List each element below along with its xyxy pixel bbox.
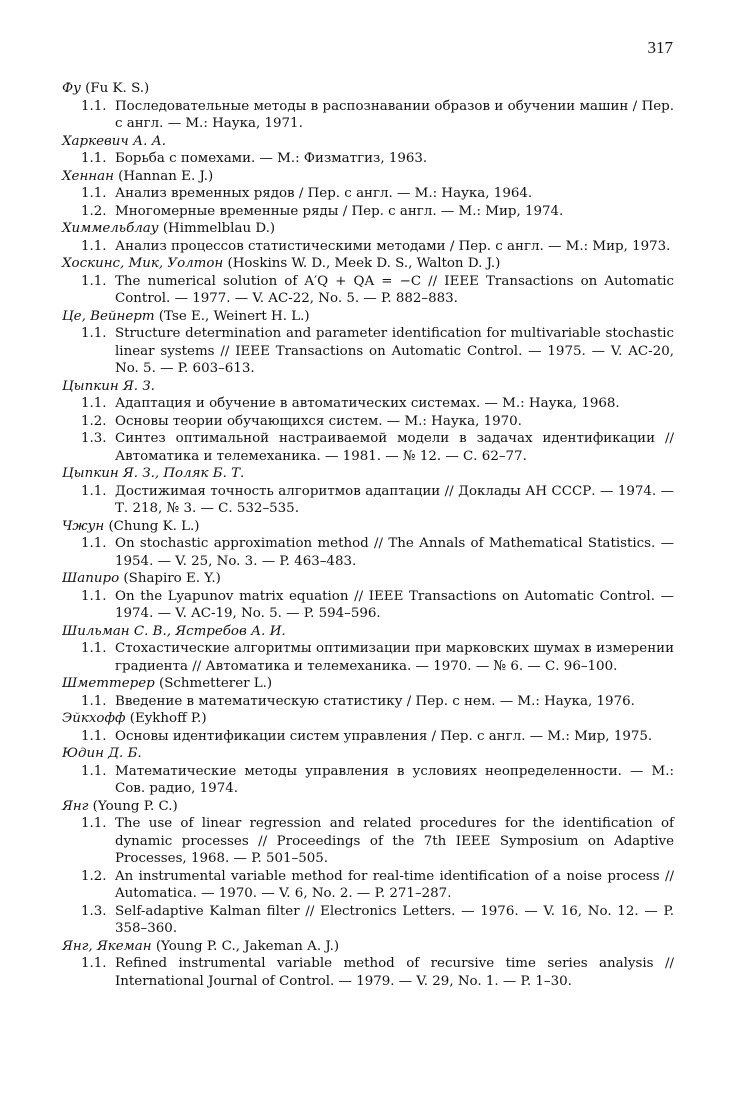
item-number: 1.1.	[81, 151, 107, 166]
item-number: 1.1.	[81, 588, 107, 604]
item-citation: Борьба с помехами. — М.: Физматгиз, 1963.	[115, 151, 428, 166]
author-name-russian: Хеннан	[62, 168, 114, 184]
bibliography-author	[62, 675, 674, 693]
item-citation: Многомерные временные ряды / Пер. с англ. — М.: Мир, 1974.	[115, 203, 564, 219]
bibliography-author	[62, 570, 674, 588]
item-citation: Адаптация и обучение в автоматических системах. — М.: Наука, 1968.	[115, 396, 620, 411]
bibliography-item	[62, 483, 674, 518]
author-name-original: (Young P. C.)	[92, 798, 178, 814]
bibliography-item	[62, 955, 674, 990]
bibliography-item	[62, 98, 674, 133]
bibliography-author	[62, 220, 674, 238]
author-name-russian: Це, Вейнерт	[62, 308, 155, 324]
item-citation: The numerical solution of A′Q + QA = −C // IEEE Transactions on Automatic Control. — 1977. — V. AC-22, No. 5. — P. 882–883.	[115, 273, 674, 306]
item-number: 1.1.	[81, 238, 107, 254]
author-name-russian: Химмельблау	[62, 221, 159, 236]
item-number: 1.1.	[81, 273, 107, 289]
author-name-russian: Хоскинс, Мик, Уолтон	[62, 256, 224, 271]
item-citation: Основы теории обучающихся систем. — М.: Наука, 1970.	[115, 413, 522, 429]
item-number: 1.1.	[81, 641, 107, 656]
author-name-original: (Tse E., Weinert H. L.)	[158, 308, 310, 324]
item-number: 1.1.	[81, 326, 107, 341]
item-citation: The use of linear regression and related procedures for the identification of dynamic processes // Proceedings of the 7th IEEE Symposium on Adaptive Processes, 1968. — P. 501–505.	[115, 816, 674, 866]
bibliography-author	[62, 623, 674, 641]
item-number: 1.1.	[81, 396, 107, 411]
author-name-original: (Fu K. S.)	[85, 81, 150, 96]
item-citation: Введение в математическую статистику / Пер. с нем. — М.: Наука, 1976.	[115, 693, 635, 709]
bibliography-author	[62, 378, 674, 396]
item-number: 1.2.	[81, 203, 107, 219]
item-number: 1.1.	[81, 693, 107, 709]
item-number: 1.2.	[81, 413, 107, 429]
item-citation: On the Lyapunov matrix equation // IEEE Transactions on Automatic Control. — 1974. — V. AC-19, No. 5. — P. 594–596.	[115, 588, 674, 621]
bibliography-item	[62, 868, 674, 903]
bibliography-item	[62, 430, 674, 465]
bibliography-item	[62, 763, 674, 798]
item-citation: Structure determination and parameter identification for multivariable stochastic linear systems // IEEE Transactions on Automatic Control. — 1975. — V. AC-20, No. 5. — P. 603–613.	[115, 326, 674, 376]
bibliography-author	[62, 710, 674, 728]
item-citation: An instrumental variable method for real-time identification of a noise process // Automatica. — 1970. — V. 6, No. 2. — P. 271–287.	[115, 868, 674, 901]
author-name-russian: Янг	[62, 798, 89, 814]
item-number: 1.1.	[81, 956, 107, 971]
author-name-russian: Цыпкин Я. З.	[62, 378, 155, 394]
author-name-original: (Eykhoff P.)	[129, 711, 207, 726]
author-name-original: (Shapiro E. Y.)	[123, 571, 221, 586]
bibliography-item	[62, 535, 674, 570]
author-name-original: (Chung K. L.)	[108, 518, 200, 534]
bibliography-item	[62, 728, 674, 746]
item-citation: Достижимая точность алгоритмов адаптации // Доклады АН СССР. — 1974. — Т. 218, № 3. — С. 532–535.	[115, 483, 674, 516]
author-name-original: (Himmelblau D.)	[162, 221, 276, 236]
bibliography-item	[62, 588, 674, 623]
bibliography-item	[62, 640, 674, 675]
bibliography-item	[62, 203, 674, 221]
bibliography-author	[62, 798, 674, 816]
bibliography-author	[62, 168, 674, 186]
bibliography-author	[62, 465, 674, 483]
item-number: 1.1.	[81, 483, 107, 499]
item-citation: Анализ процессов статистическими методами / Пер. с англ. — М.: Мир, 1973.	[115, 238, 671, 254]
item-citation: Refined instrumental variable method of recursive time series analysis // International Journal of Control. — 1979. — V. 29, No. 1. — P. 1–30.	[115, 956, 674, 989]
item-number: 1.3.	[81, 903, 107, 919]
item-citation: Последовательные методы в распознавании образов и обучении машин / Пер. с англ. — М.: Наука, 1971.	[115, 98, 674, 131]
bibliography-item	[62, 693, 674, 711]
author-name-russian: Фу	[62, 81, 81, 96]
author-name-russian: Шильман С. В., Ястребов А. И.	[62, 623, 286, 639]
item-citation: Стохастические алгоритмы оптимизации при марковских шумах в измерении градиента // Автоматика и телемеханика. — 1970. — № 6. — С. 96–100.	[115, 641, 674, 674]
item-number: 1.3.	[81, 431, 107, 446]
item-citation: Синтез оптимальной настраиваемой модели в задачах идентификации // Автоматика и телемеханика. — 1981. — № 12. — С. 62–77.	[115, 431, 674, 464]
item-number: 1.1.	[81, 186, 107, 201]
bibliography-author	[62, 255, 674, 273]
item-citation: Анализ временных рядов / Пер. с англ. — М.: Наука, 1964.	[115, 186, 533, 201]
page-number: 317	[647, 38, 673, 57]
bibliography-author	[62, 80, 674, 98]
bibliography-author	[62, 745, 674, 763]
author-name-russian: Шапиро	[62, 571, 120, 586]
item-number: 1.1.	[81, 816, 107, 831]
bibliography-author	[62, 133, 674, 151]
item-citation: Self-adaptive Kalman filter // Electronics Letters. — 1976. — V. 16, No. 12. — P. 358–360.	[115, 903, 674, 936]
item-citation: Основы идентификации систем управления / Пер. с англ. — М.: Мир, 1975.	[115, 728, 653, 744]
bibliography-item	[62, 238, 674, 256]
bibliography-item	[62, 395, 674, 413]
author-name-original: (Hannan E. J.)	[118, 168, 214, 184]
bibliography-list	[62, 80, 674, 990]
author-name-russian: Янг, Якеман	[62, 938, 152, 954]
bibliography-item	[62, 413, 674, 431]
author-name-russian: Харкевич А. А.	[62, 133, 167, 149]
bibliography-author	[62, 938, 674, 956]
item-number: 1.1.	[81, 728, 107, 744]
author-name-original: (Schmetterer L.)	[158, 676, 273, 691]
bibliography-item	[62, 325, 674, 378]
bibliography-item	[62, 903, 674, 938]
item-number: 1.1.	[81, 98, 107, 114]
author-name-original: (Young P. C., Jakeman A. J.)	[155, 938, 340, 954]
bibliography-author	[62, 518, 674, 536]
item-number: 1.2.	[81, 868, 107, 884]
bibliography-item	[62, 815, 674, 868]
author-name-original: (Hoskins W. D., Meek D. S., Walton D. J.)	[227, 256, 501, 271]
bibliography-item	[62, 185, 674, 203]
bibliography-author	[62, 308, 674, 326]
item-citation: Математические методы управления в условиях неопределенности. — М.: Сов. радио, 1974.	[115, 763, 674, 796]
author-name-russian: Цыпкин Я. З., Поляк Б. Т.	[62, 466, 245, 481]
author-name-russian: Чжун	[62, 518, 105, 534]
item-number: 1.1.	[81, 536, 107, 551]
author-name-russian: Шметтерер	[62, 676, 155, 691]
author-name-russian: Юдин Д. Б.	[62, 746, 142, 761]
item-number: 1.1.	[81, 763, 107, 779]
bibliography-item	[62, 150, 674, 168]
item-citation: On stochastic approximation method // The Annals of Mathematical Statistics. — 1954. — V. 25, No. 3. — P. 463–483.	[115, 536, 674, 569]
bibliography-item	[62, 273, 674, 308]
author-name-russian: Эйкхофф	[62, 711, 126, 726]
